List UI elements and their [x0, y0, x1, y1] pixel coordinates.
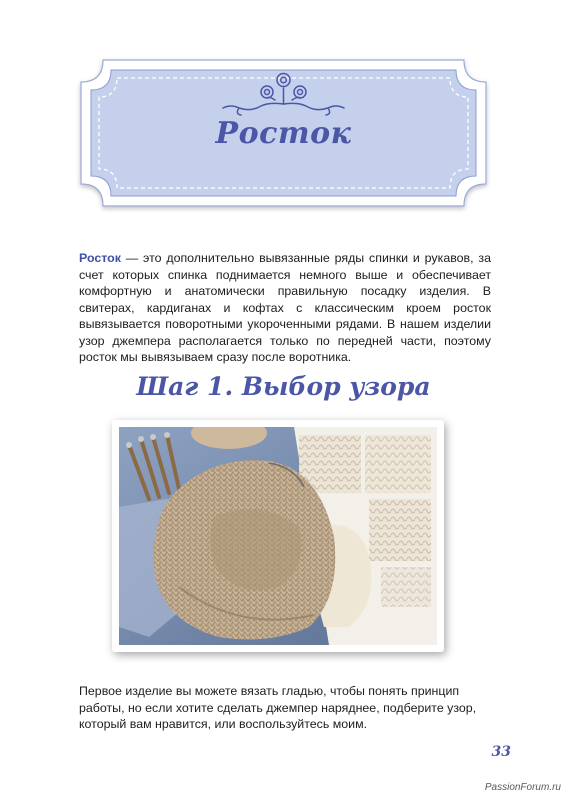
step-heading: Шаг 1. Выбор узора	[136, 372, 431, 401]
knitting-photo-icon	[119, 427, 437, 645]
watermark: PassionForum.ru	[484, 782, 561, 793]
title-banner	[63, 42, 504, 217]
term-highlight: Росток	[79, 251, 121, 265]
intro-text: — это дополнительно вывязанные ряды спинки и рукавов, за счет которых спинка поднимается немного выше и обеспечивает комфортную и анатомически правильную посадку изделия. В свитерах, кардиганах и кофтах с классическим кроем росток вывязывается поворотными укороченными рядами. В нашем изделии узор джемпера располагается только по передней части, поэтому росток мы вывязываем сразу после воротника.	[79, 251, 491, 364]
page-number: 33	[491, 744, 511, 760]
intro-paragraph	[79, 250, 491, 366]
bottom-paragraph: Первое изделие вы можете вязать гладью, чтобы понять принцип работы, но если хотите сделать джемпер наряднее, подберите узор, который вам нравится, или воспользуйтесь моим.	[79, 684, 477, 731]
photo-frame	[112, 420, 444, 652]
page-title: Росток	[215, 116, 352, 151]
